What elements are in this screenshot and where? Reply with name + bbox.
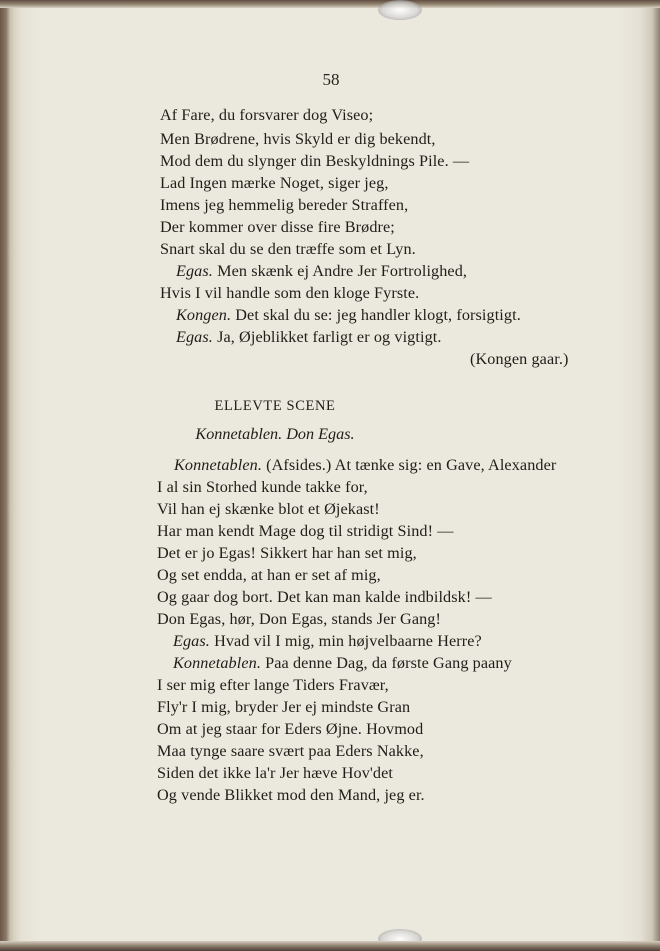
- verse-line: Siden det ikke la'r Jer hæve Hov'det: [157, 764, 394, 782]
- verse-line: Vil han ej skænke blot et Øjekast!: [157, 500, 380, 518]
- speaker-name: Kongen.: [176, 306, 232, 324]
- speaker-name: Egas.: [176, 262, 213, 280]
- verse-line: Om at jeg staar for Eders Øjne. Hovmod: [157, 720, 424, 738]
- verse-line: Imens jeg hemmelig bereder Straffen,: [160, 196, 409, 214]
- verse-line: Egas. Men skænk ej Andre Jer Fortrolighed,: [176, 262, 468, 280]
- speaker-name: Egas.: [176, 328, 213, 346]
- verse-line: Don Egas, hør, Don Egas, stands Jer Gang!: [157, 610, 441, 628]
- glass-weight-top: [378, 0, 422, 20]
- verse-line: Snart skal du se den træffe som et Lyn.: [160, 240, 416, 258]
- verse-line: Fly'r I mig, bryder Jer ej mindste Gran: [157, 698, 411, 716]
- verse-line: Egas. Hvad vil I mig, min højvelbaarne Herre?: [173, 632, 482, 650]
- verse-line: Men Brødrene, hvis Skyld er dig bekendt,: [160, 130, 436, 148]
- verse-line: Maa tynge saare svært paa Eders Nakke,: [157, 742, 424, 760]
- verse-line: Og set endda, at han er set af mig,: [157, 566, 381, 584]
- verse-line: I ser mig efter lange Tiders Fravær,: [157, 676, 389, 694]
- verse-line: Konnetablen. Paa denne Dag, da første Gang paany: [173, 654, 512, 672]
- page-number: 58: [322, 70, 340, 89]
- verse-line: Og vende Blikket mod den Mand, jeg er.: [157, 786, 425, 804]
- scene-heading: ELLEVTE SCENE: [214, 398, 336, 414]
- page-top-edge: [0, 0, 660, 8]
- verse-line: Hvis I vil handle som den kloge Fyrste.: [160, 284, 420, 302]
- verse-line: Har man kendt Mage dog til stridigt Sind! —: [157, 522, 454, 540]
- scene-persons: Konnetablen. Don Egas.: [195, 425, 355, 443]
- speaker-name: Konnetablen.: [174, 456, 262, 474]
- speaker-name: Egas.: [173, 632, 210, 650]
- verse-line: Kongen. Det skal du se: jeg handler klogt, forsigtigt.: [176, 306, 521, 324]
- verse-line: Lad Ingen mærke Noget, siger jeg,: [160, 174, 389, 192]
- page-bottom-edge: [0, 941, 660, 951]
- verse-line: Det er jo Egas! Sikkert har han set mig,: [157, 544, 417, 562]
- verse-line: Mod dem du slynger din Beskyldnings Pile. —: [160, 152, 470, 170]
- stage-direction: (Kongen gaar.): [470, 350, 569, 368]
- verse-line: Af Fare, du forsvarer dog Viseo;: [160, 106, 374, 124]
- verse-line: Egas. Ja, Øjeblikket farligt er og vigtigt.: [176, 328, 442, 346]
- verse-line: Konnetablen. (Afsides.) At tænke sig: en Gave, Alexander: [174, 456, 557, 474]
- verse-line: Og gaar dog bort. Det kan man kalde indbildsk! —: [157, 588, 492, 606]
- speaker-name: Konnetablen.: [173, 654, 261, 672]
- verse-line: I al sin Storhed kunde takke for,: [157, 478, 368, 496]
- verse-line: Der kommer over disse fire Brødre;: [160, 218, 395, 236]
